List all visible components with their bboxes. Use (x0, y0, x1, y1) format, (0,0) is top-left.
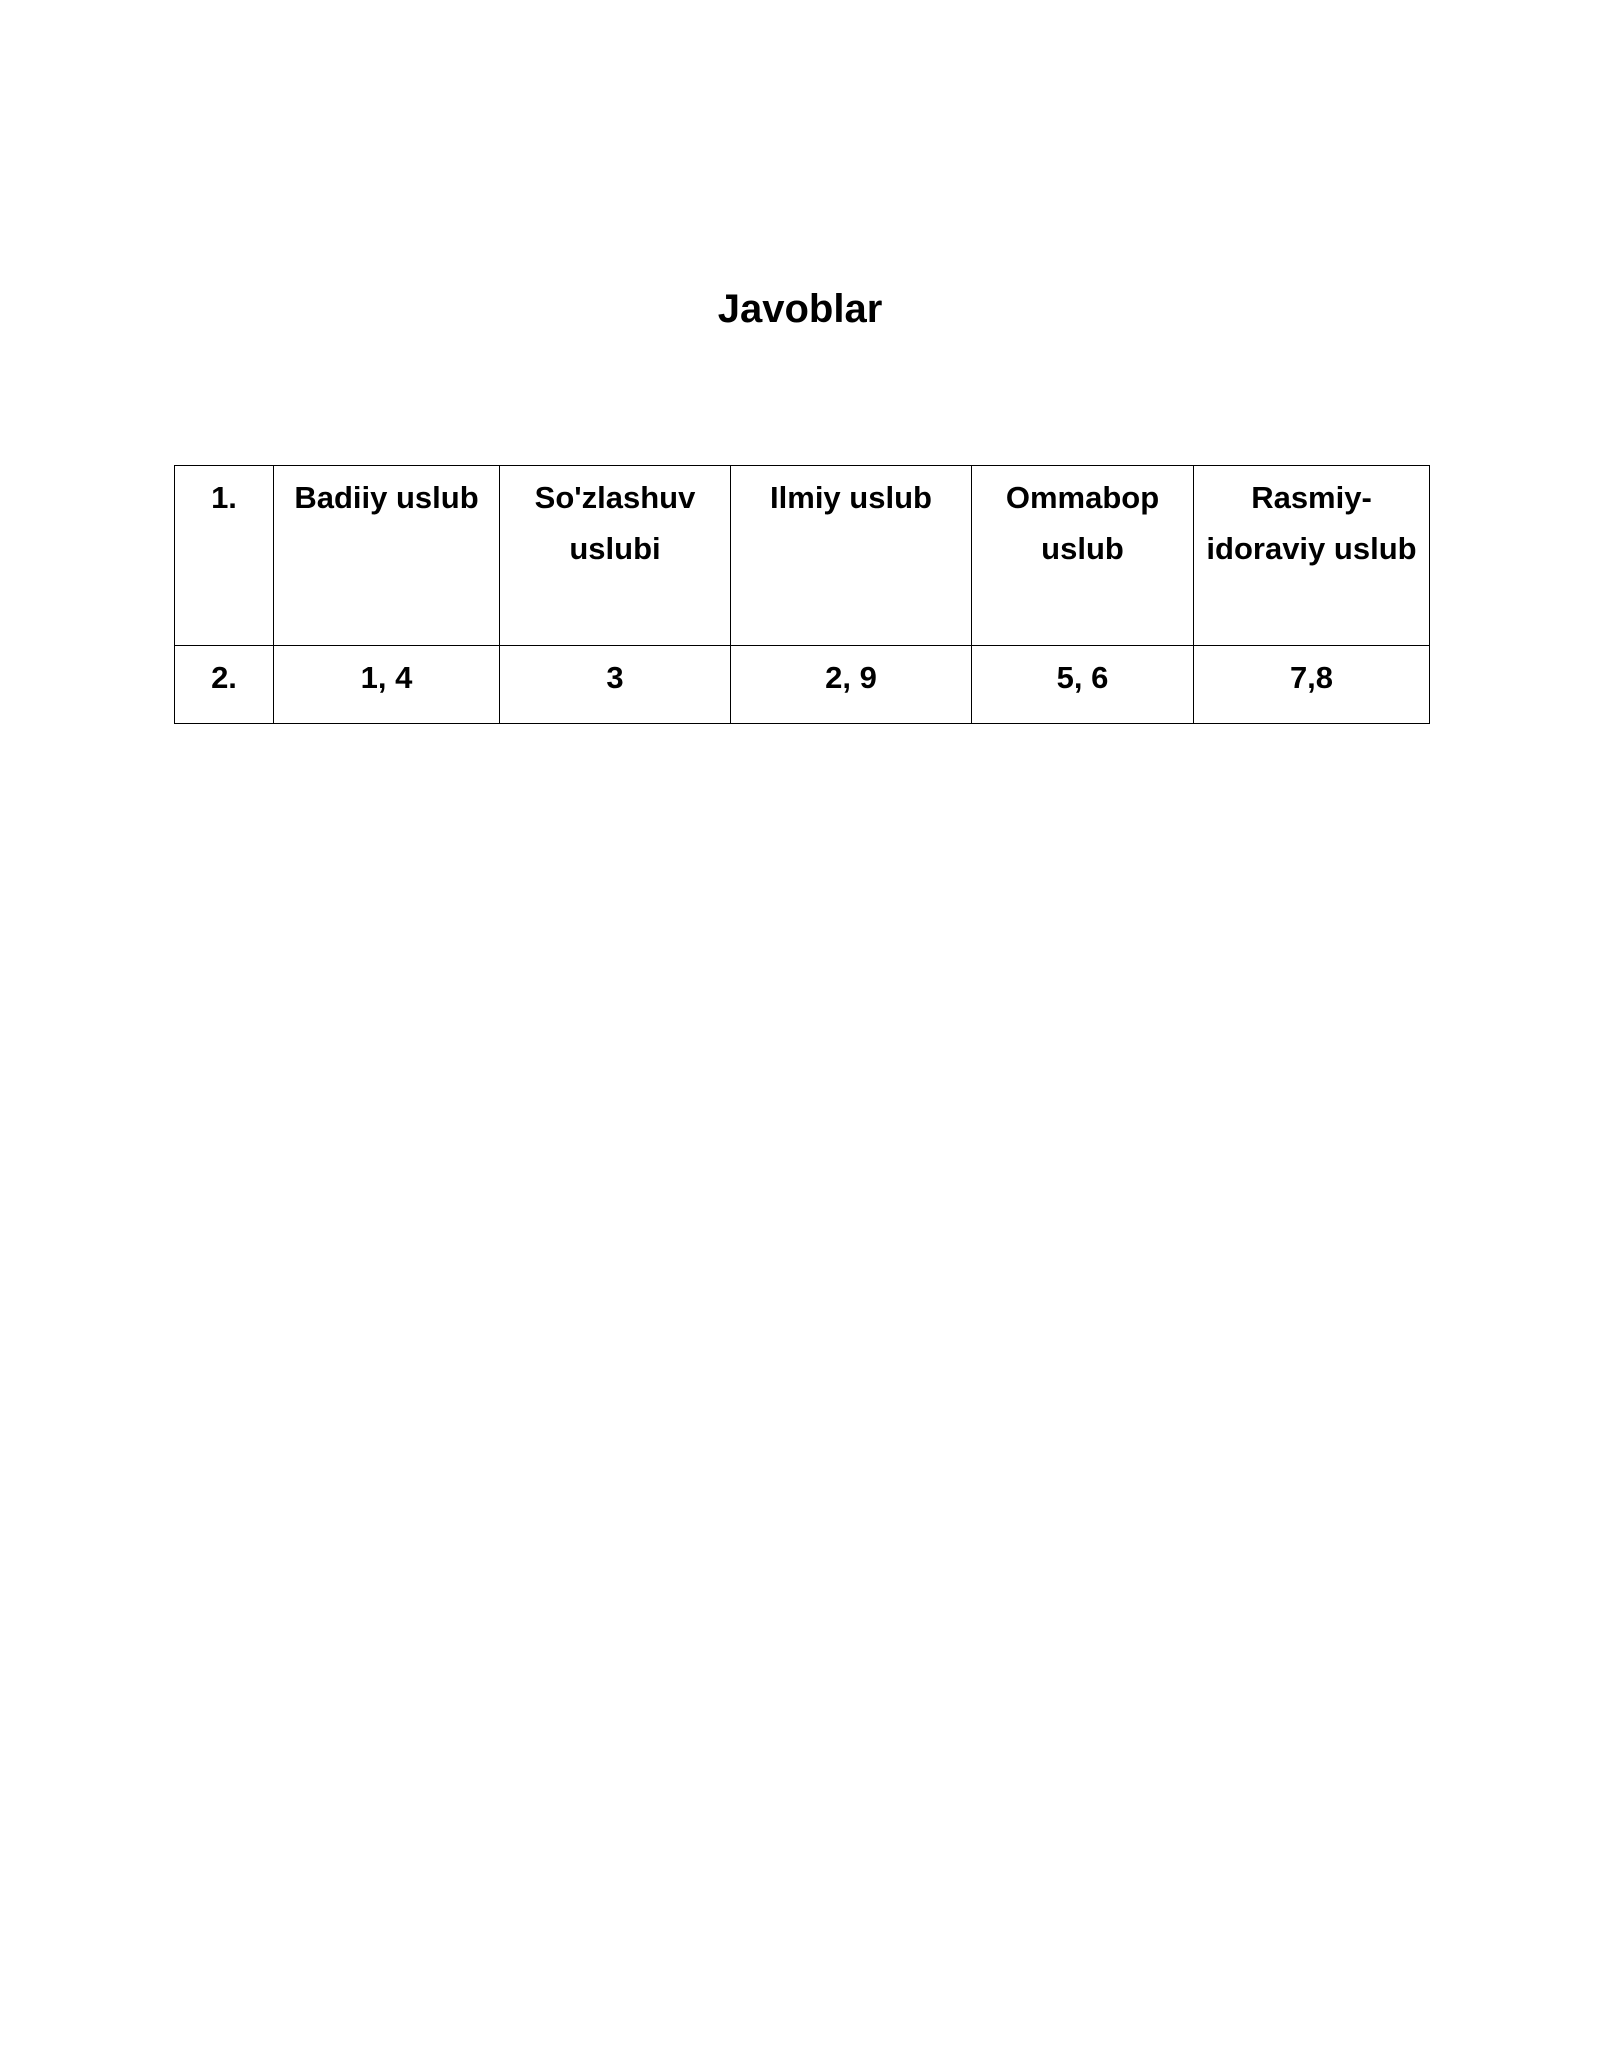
table-row (175, 466, 1430, 646)
answers-table (174, 465, 1430, 724)
table-cell: So'zlashuv uslubi (500, 466, 731, 646)
table-cell: Ommabop uslub (972, 466, 1194, 646)
table-row (175, 646, 1430, 724)
row-number-cell: 2. (175, 646, 274, 724)
table-cell: Ilmiy uslub (731, 466, 972, 646)
table-cell: Badiiy uslub (274, 466, 500, 646)
page-title: Javoblar (717, 287, 883, 331)
table-cell: 1, 4 (274, 646, 500, 724)
table-cell: 7,8 (1194, 646, 1430, 724)
table-cell: Rasmiy-idoraviy uslub (1194, 466, 1430, 646)
row-number-cell: 1. (175, 466, 274, 646)
table-cell: 3 (500, 646, 731, 724)
table-cell: 5, 6 (972, 646, 1194, 724)
table-cell: 2, 9 (731, 646, 972, 724)
